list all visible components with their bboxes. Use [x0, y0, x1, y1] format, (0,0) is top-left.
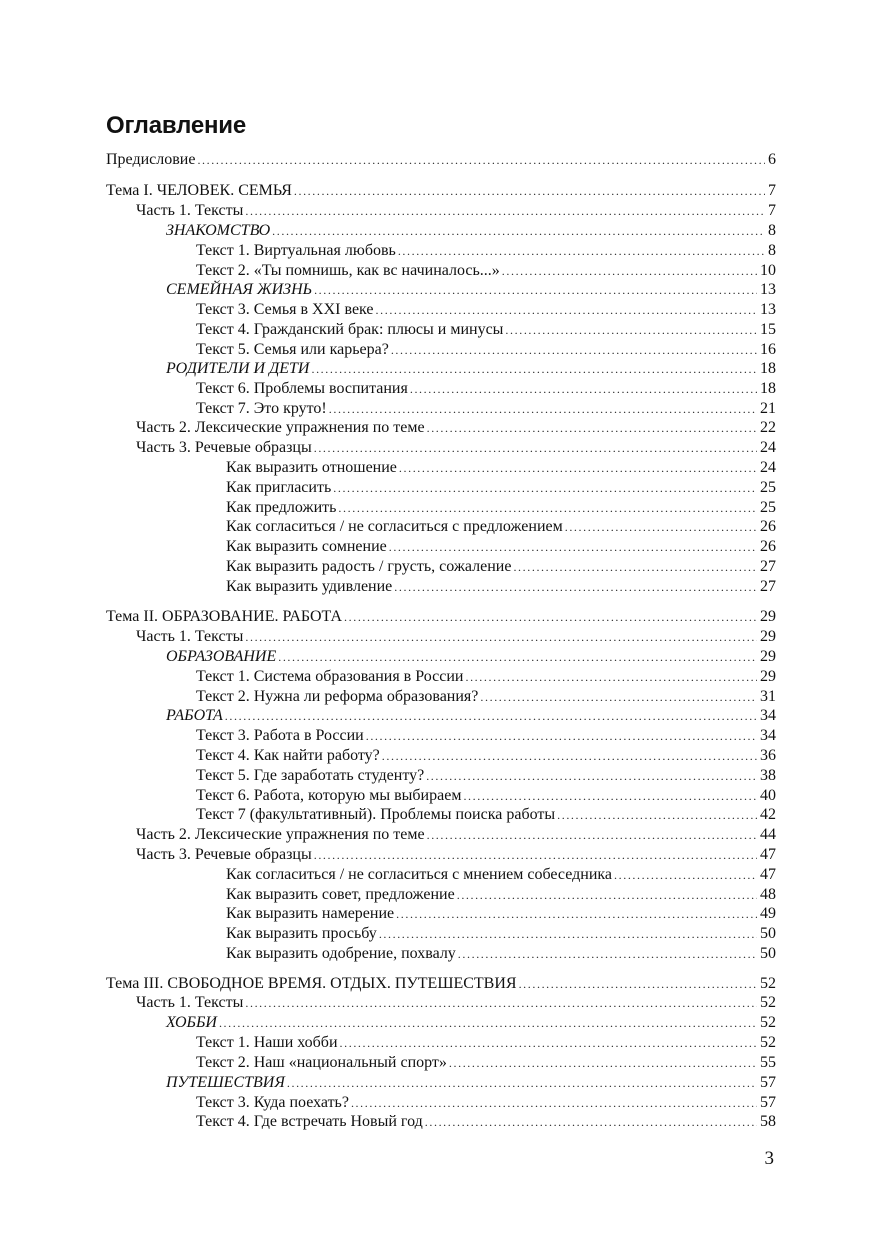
toc-entry[interactable]	[136, 201, 776, 221]
toc-entry-page: 49	[760, 905, 776, 922]
toc-entry-label: Тема I. ЧЕЛОВЕК. СЕМЬЯ	[106, 182, 292, 199]
toc-entry-label: Часть 1. Тексты	[136, 628, 244, 645]
toc-dot-leader	[344, 607, 757, 627]
toc-entry-label: Как выразить совет, предложение	[226, 886, 455, 903]
toc-entry[interactable]	[196, 667, 776, 687]
toc-entry[interactable]	[106, 150, 776, 170]
toc-entry[interactable]	[196, 786, 776, 806]
toc-entry-page: 58	[760, 1113, 776, 1130]
toc-entry-label: Текст 5. Семья или карьера?	[196, 341, 389, 358]
toc-entry-label: Предисловие	[106, 151, 196, 168]
toc-entry-label: Тема III. СВОБОДНОЕ ВРЕМЯ. ОТДЫХ. ПУТЕШЕСТВИЯ	[106, 975, 517, 992]
toc-entry-label: ОБРАЗОВАНИЕ	[166, 648, 277, 665]
toc-entry-page: 18	[760, 360, 776, 377]
toc-entry-page: 47	[760, 846, 776, 863]
toc-entry[interactable]	[196, 1093, 776, 1113]
toc-entry-page: 29	[760, 628, 776, 645]
toc-entry-label: Тема II. ОБРАЗОВАНИЕ. РАБОТА	[106, 608, 343, 625]
toc-entry-page: 6	[768, 151, 776, 168]
toc-dot-leader	[425, 1112, 757, 1132]
toc-entry-label: Текст 7 (факультативный). Проблемы поиска работы	[196, 806, 556, 823]
toc-entry[interactable]	[106, 974, 776, 994]
toc-entry-page: 36	[760, 747, 776, 764]
toc-entry[interactable]	[166, 359, 776, 379]
toc-dot-leader	[557, 805, 757, 825]
toc-entry-label: Часть 2. Лексические упражнения по теме	[136, 826, 425, 843]
toc-entry[interactable]	[136, 845, 776, 865]
toc-entry-page: 24	[760, 439, 776, 456]
toc-dot-leader	[278, 647, 757, 667]
toc-entry-label: Часть 1. Тексты	[136, 994, 244, 1011]
toc-entry[interactable]	[196, 300, 776, 320]
toc-entry[interactable]	[196, 766, 776, 786]
toc-entry[interactable]	[106, 181, 776, 201]
toc-entry[interactable]	[226, 537, 776, 557]
toc-entry-page: 27	[760, 578, 776, 595]
toc-entry[interactable]	[136, 438, 776, 458]
toc-dot-leader	[519, 974, 757, 994]
toc-entry[interactable]	[196, 340, 776, 360]
toc-entry-page: 27	[760, 558, 776, 575]
toc-dot-leader	[351, 1093, 757, 1113]
toc-entry-label: Как пригласить	[226, 479, 332, 496]
toc-entry-page: 34	[760, 707, 776, 724]
toc-entry-page: 57	[760, 1074, 776, 1091]
toc-entry[interactable]	[166, 221, 776, 241]
toc-entry-page: 7	[768, 202, 776, 219]
toc-dot-leader	[396, 904, 757, 924]
toc-entry[interactable]	[226, 885, 776, 905]
toc-entry-page: 52	[760, 1014, 776, 1031]
toc-entry[interactable]	[106, 607, 776, 627]
toc-entry[interactable]	[226, 865, 776, 885]
toc-entry[interactable]	[226, 478, 776, 498]
toc-entry[interactable]	[196, 1112, 776, 1132]
toc-entry[interactable]	[226, 517, 776, 537]
toc-entry-page: 16	[760, 341, 776, 358]
toc-dot-leader	[427, 825, 757, 845]
toc-dot-leader	[480, 687, 757, 707]
toc-entry-page: 42	[760, 806, 776, 823]
toc-dot-leader	[465, 667, 757, 687]
toc-dot-leader	[287, 1073, 757, 1093]
toc-dot-leader	[565, 517, 757, 537]
toc-entry[interactable]	[166, 1073, 776, 1093]
page-number: 3	[764, 1148, 774, 1169]
toc-entry-page: 13	[760, 281, 776, 298]
toc-entry-page: 25	[760, 499, 776, 516]
toc-dot-leader	[449, 1053, 757, 1073]
toc-entry-label: Часть 3. Речевые образцы	[136, 439, 312, 456]
toc-entry-page: 48	[760, 886, 776, 903]
toc-entry-page: 44	[760, 826, 776, 843]
toc-entry[interactable]	[196, 1033, 776, 1053]
toc-dot-leader	[333, 478, 757, 498]
toc-entry-page: 10	[760, 262, 776, 279]
toc-entry[interactable]	[196, 320, 776, 340]
toc-entry[interactable]	[136, 993, 776, 1013]
toc-entry-label: Как выразить отношение	[226, 459, 397, 476]
toc-entry-label: Текст 6. Проблемы воспитания	[196, 380, 408, 397]
toc-entry-page: 25	[760, 479, 776, 496]
toc-dot-leader	[197, 150, 765, 170]
toc-entry-page: 47	[760, 866, 776, 883]
toc-entry-page: 24	[760, 459, 776, 476]
toc-entry-label: Текст 4. Где встречать Новый год	[196, 1113, 423, 1130]
toc-entry[interactable]	[196, 726, 776, 746]
toc-entry[interactable]	[196, 241, 776, 261]
toc-dot-leader	[314, 845, 757, 865]
toc-entry-page: 13	[760, 301, 776, 318]
toc-entry[interactable]	[226, 498, 776, 518]
toc-entry-label: Текст 1. Наши хобби	[196, 1034, 338, 1051]
toc-entry-page: 15	[760, 321, 776, 338]
toc-entry[interactable]	[226, 904, 776, 924]
toc-entry-page: 29	[760, 668, 776, 685]
toc-dot-leader	[391, 340, 757, 360]
toc-entry-page: 26	[760, 518, 776, 535]
toc-dot-leader	[457, 885, 757, 905]
toc-entry-label: Текст 3. Работа в России	[196, 727, 364, 744]
toc-entry-label: Как согласиться / не согласиться с предложением	[226, 518, 563, 535]
toc-entry-page: 29	[760, 608, 776, 625]
toc-entry-label: ХОББИ	[166, 1014, 217, 1031]
toc-entry[interactable]	[166, 280, 776, 300]
toc-dot-leader	[458, 944, 757, 964]
toc-dot-leader	[379, 924, 757, 944]
toc-entry-label: Как согласиться / не согласиться с мнением собеседника	[226, 866, 613, 883]
toc-dot-leader	[366, 726, 757, 746]
toc-entry-page: 57	[760, 1094, 776, 1111]
toc-entry[interactable]	[136, 825, 776, 845]
toc-entry[interactable]	[226, 924, 776, 944]
toc-dot-leader	[311, 359, 757, 379]
toc-dot-leader	[314, 280, 757, 300]
toc-dot-leader	[389, 537, 757, 557]
toc-entry[interactable]	[196, 399, 776, 419]
toc-dot-leader	[219, 1013, 757, 1033]
toc-dot-leader	[245, 993, 757, 1013]
toc-dot-leader	[338, 498, 757, 518]
toc-entry[interactable]	[196, 687, 776, 707]
toc-entry-page: 7	[768, 182, 776, 199]
toc-entry[interactable]	[196, 261, 776, 281]
toc-entry-label: Как выразить сомнение	[226, 538, 387, 555]
toc-entry-label: Часть 2. Лексические упражнения по теме	[136, 419, 425, 436]
toc-entry-label: ЗНАКОМСТВО	[166, 222, 271, 239]
toc-entry-page: 22	[760, 419, 776, 436]
toc-entry-label: Текст 1. Виртуальная любовь	[196, 242, 396, 259]
toc-dot-leader	[513, 557, 757, 577]
toc-entry[interactable]	[136, 418, 776, 438]
toc-entry-label: Как выразить намерение	[226, 905, 395, 922]
toc-entry-page: 38	[760, 767, 776, 784]
toc-entry-page: 34	[760, 727, 776, 744]
toc-entry-page: 18	[760, 380, 776, 397]
toc-entry-page: 8	[768, 242, 776, 259]
toc-entry[interactable]	[136, 627, 776, 647]
toc-entry[interactable]	[166, 1013, 776, 1033]
toc-dot-leader	[245, 201, 765, 221]
toc-entry-page: 26	[760, 538, 776, 555]
toc-entry-page: 29	[760, 648, 776, 665]
toc-entry[interactable]	[196, 379, 776, 399]
toc-entry[interactable]	[196, 1053, 776, 1073]
toc-entry-page: 52	[760, 994, 776, 1011]
toc-dot-leader	[382, 746, 757, 766]
toc-entry[interactable]	[226, 944, 776, 964]
toc-entry-page: 21	[760, 400, 776, 417]
toc-entry-label: Текст 3. Семья в XXI веке	[196, 301, 374, 318]
toc-entry-label: РАБОТА	[166, 707, 223, 724]
toc-dot-leader	[294, 181, 765, 201]
toc-entry-label: Текст 5. Где заработать студенту?	[196, 767, 425, 784]
toc-entry-page: 52	[760, 1034, 776, 1051]
toc-entry-page: 31	[760, 688, 776, 705]
toc-dot-leader	[505, 320, 757, 340]
toc-dot-leader	[394, 577, 757, 597]
toc-entry-label: РОДИТЕЛИ И ДЕТИ	[166, 360, 310, 377]
toc-entry-page: 40	[760, 787, 776, 804]
toc-dot-leader	[272, 221, 765, 241]
toc-dot-leader	[314, 438, 757, 458]
toc-entry-page: 55	[760, 1054, 776, 1071]
toc-entry-page: 8	[768, 222, 776, 239]
toc-dot-leader	[329, 399, 757, 419]
toc-entry-label: Как выразить одобрение, похвалу	[226, 945, 456, 962]
toc-dot-leader	[410, 379, 757, 399]
toc-entry-label: Часть 1. Тексты	[136, 202, 244, 219]
toc-dot-leader	[340, 1033, 757, 1053]
toc-entry-page: 52	[760, 975, 776, 992]
toc-dot-leader	[398, 241, 765, 261]
page-title: Оглавление	[106, 112, 246, 139]
toc-entry[interactable]	[226, 458, 776, 478]
toc-entry-label: Как выразить радость / грусть, сожаление	[226, 558, 512, 575]
toc-entry-label: Как выразить удивление	[226, 578, 393, 595]
toc-entry-page: 50	[760, 945, 776, 962]
toc-entry-label: Часть 3. Речевые образцы	[136, 846, 312, 863]
toc-entry-label: Текст 2. Нужна ли реформа образования?	[196, 688, 479, 705]
toc-entry-label: Текст 7. Это круто!	[196, 400, 327, 417]
toc-entry-page: 50	[760, 925, 776, 942]
toc-entry-label: Текст 2. Наш «национальный спорт»	[196, 1054, 447, 1071]
toc-entry-label: Текст 2. «Ты помнишь, как вс начиналось...»	[196, 262, 500, 279]
toc-dot-leader	[245, 627, 757, 647]
toc-dot-leader	[426, 766, 757, 786]
toc-dot-leader	[502, 261, 757, 281]
toc-entry[interactable]	[226, 577, 776, 597]
toc-entry-label: СЕМЕЙНАЯ ЖИЗНЬ	[166, 281, 313, 298]
toc-entry[interactable]	[166, 647, 776, 667]
toc-dot-leader	[614, 865, 757, 885]
toc-entry-label: Текст 3. Куда поехать?	[196, 1094, 349, 1111]
toc-entry[interactable]	[196, 746, 776, 766]
toc-entry-label: Как выразить просьбу	[226, 925, 377, 942]
toc-dot-leader	[399, 458, 757, 478]
toc-entry-label: Текст 4. Как найти работу?	[196, 747, 380, 764]
toc-entry-label: Текст 4. Гражданский брак: плюсы и минусы	[196, 321, 504, 338]
toc-dot-leader	[463, 786, 757, 806]
toc-dot-leader	[427, 418, 757, 438]
toc-entry-label: Текст 1. Система образования в России	[196, 668, 464, 685]
toc-entry[interactable]	[226, 557, 776, 577]
toc-entry-label: ПУТЕШЕСТВИЯ	[166, 1074, 285, 1091]
toc-entry-label: Как предложить	[226, 499, 337, 516]
toc-dot-leader	[376, 300, 757, 320]
toc-entry[interactable]	[166, 706, 776, 726]
toc-dot-leader	[225, 706, 757, 726]
toc-entry-label: Текст 6. Работа, которую мы выбираем	[196, 787, 462, 804]
toc-entry[interactable]	[196, 805, 776, 825]
